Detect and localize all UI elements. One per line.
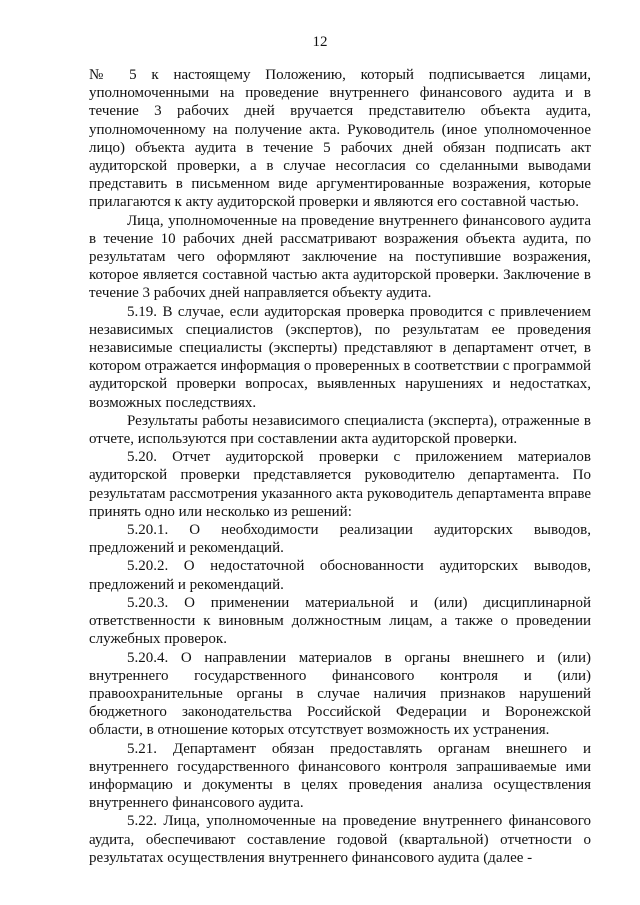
paragraph-5-20-1: 5.20.1. О необходимости реализации аудиторских выводов, предложений и рекомендаций.	[89, 522, 591, 557]
paragraph-5-20-3: 5.20.3. О применении материальной и (или) дисциплинарной ответственности к виновным должностным лицам, а также о проведении служебных проверок.	[89, 594, 591, 648]
paragraph-5-20-4: 5.20.4. О направлении материалов в органы внешнего и (или) внутреннего государственного финансового контроля и (или) правоохранительные органы в случае наличия признаков нарушений бюджетного законодательства Российской Федерации и Воронежской области, в отношение которых отсутствует возможность их устранения.	[89, 649, 591, 739]
page-number: 12	[312, 34, 328, 50]
paragraph-expert-results: Результаты работы независимого специалиста (эксперта), отраженные в отчете, используются при составлении акта аудиторской проверки.	[89, 412, 591, 448]
paragraph-5-22: 5.22. Лица, уполномоченные на проведение внутреннего финансового аудита, обеспечивают составление годовой (квартальной) отчетности о результатах осуществления внутреннего финансового аудита (далее -	[89, 813, 591, 866]
document-body	[89, 66, 591, 867]
paragraph-5-21: 5.21. Департамент обязан предоставлять органам внешнего и внутреннего государственного финансового контроля запрашиваемые ими информацию и документы в целях проведения анализа осуществления внутреннего финансового аудита.	[89, 740, 591, 812]
paragraph-continuation: № 5 к настоящему Положению, который подписывается лицами, уполномоченными на проведение внутреннего финансового аудита и в течение 3 рабочих дней вручается представителю объекта аудита, уполномоченному на получение акта. Руководитель (иное уполномоченное лицо) объекта аудита в течение 5 рабочих дней обязан подписать акт аудиторской проверки, а в случае несогласия со сделанными выводами представить в письменном виде аргументированные возражения, которые прилагаются к акту аудиторской проверки и являются его составной частью.	[89, 67, 591, 211]
paragraph-5-19: 5.19. В случае, если аудиторская проверка проводится с привлечением независимых специалистов (экспертов), по результатам ее проведения независимые специалисты (эксперты) представляют в департамент отчет, в котором отражается информация о проверенных в соответствии с программой аудиторской проверки вопросах, выявленных нарушениях и недостатках, возможных последствиях.	[89, 303, 591, 411]
paragraph-5-20: 5.20. Отчет аудиторской проверки с приложением материалов аудиторской проверки представляется руководителю департамента. По результатам рассмотрения указанного акта руководитель департамента вправе принять одно или несколько из решений:	[89, 449, 591, 520]
paragraph-5-20-2: 5.20.2. О недостаточной обоснованности аудиторских выводов, предложений и рекомендаций.	[89, 558, 591, 593]
paragraph-objections: Лица, уполномоченные на проведение внутреннего финансового аудита в течение 10 рабочих дней рассматривают возражения объекта аудита, по результатам чего оформляют заключение на поступившие возражения, которое является составной частью акта аудиторской проверки. Заключение в течение 3 рабочих дней направляется объекту аудита.	[89, 212, 591, 302]
